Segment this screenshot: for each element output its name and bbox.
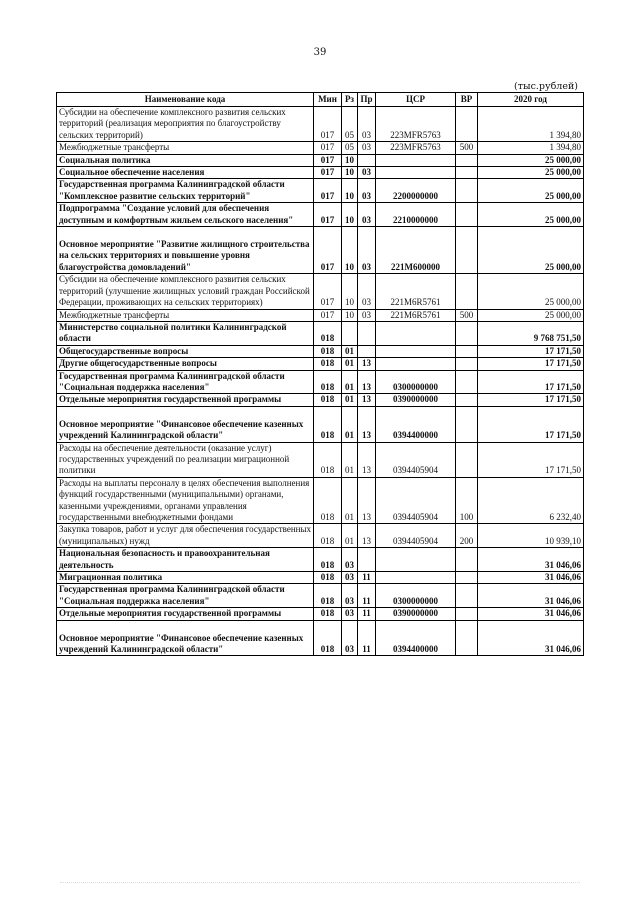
cell-vr [456,274,478,309]
cell-name: Межбюджетные трансферты [57,309,314,321]
cell-rz: 01 [342,345,358,357]
cell-amount: 17 171,50 [478,370,584,394]
page-number: 39 [313,47,327,58]
cell-pr: 13 [358,442,376,477]
cell-name: Государственная программа Калининградской области "Социальная поддержка населения" [57,370,314,394]
cell-name: Межбюджетные трансферты [57,142,314,154]
cell-rz: 01 [342,442,358,477]
table-row [57,358,584,370]
cell-name: Общегосударственные вопросы [57,345,314,357]
cell-min: 017 [314,227,342,274]
header-min: Мин [314,93,342,107]
cell-name: Основное мероприятие "Развитие жилищного строительства на сельских территориях и повышение уровня благоустройства домовладений" [57,227,314,274]
cell-min: 018 [314,394,342,406]
cell-amount: 25 000,00 [478,154,584,166]
cell-pr [358,548,376,572]
cell-rz: 10 [342,309,358,321]
cell-pr [358,345,376,357]
cell-csr: 2200000000 [376,179,456,203]
cell-name: Закупка товаров, работ и услуг для обеспечения государственных (муниципальных) нужд [57,524,314,548]
table-row [57,548,584,572]
table-row [57,406,584,442]
cell-rz: 03 [342,584,358,608]
cell-name: Министерство социальной политики Калининградской области [57,321,314,345]
cell-vr [456,358,478,370]
table-row [57,345,584,357]
cell-csr: 0390000000 [376,394,456,406]
cell-vr [456,167,478,179]
cell-vr: 200 [456,524,478,548]
cell-rz: 03 [342,548,358,572]
cell-vr [456,154,478,166]
cell-rz: 03 [342,572,358,584]
cell-name: Миграционная политика [57,572,314,584]
cell-csr: 221М6R5761 [376,274,456,309]
table-row [57,477,584,524]
cell-amount: 6 232,40 [478,477,584,524]
cell-min: 017 [314,309,342,321]
cell-pr: 13 [358,524,376,548]
cell-min: 018 [314,572,342,584]
cell-csr: 0394405904 [376,524,456,548]
cell-name: Отдельные мероприятия государственной программы [57,608,314,620]
cell-vr [456,370,478,394]
cell-rz: 10 [342,154,358,166]
cell-amount: 10 939,10 [478,524,584,548]
cell-name: Основное мероприятие "Финансовое обеспечение казенных учреждений Калининградской области" [57,406,314,442]
table-row [57,142,584,154]
cell-csr [376,167,456,179]
cell-pr [358,154,376,166]
cell-amount: 31 046,06 [478,572,584,584]
cell-amount: 31 046,06 [478,548,584,572]
cell-name: Социальное обеспечение населения [57,167,314,179]
table-row [57,442,584,477]
cell-amount: 25 000,00 [478,309,584,321]
cell-name: Расходы на выплаты персоналу в целях обеспечения выполнения функций государственными (муниципальными) органами, казенными учреждениями, органами управления государственными внебюджетными фондами [57,477,314,524]
cell-vr: 500 [456,309,478,321]
cell-name: Государственная программа Калининградской области "Социальная поддержка населения" [57,584,314,608]
cell-amount: 17 171,50 [478,358,584,370]
cell-min: 018 [314,620,342,656]
cell-rz: 10 [342,179,358,203]
cell-name: Субсидии на обеспечение комплексного развития сельских территорий (улучшение жилищных условий граждан Российской Федерации, проживающих на сельских территориях) [57,274,314,309]
cell-csr: 221М600000 [376,227,456,274]
cell-min: 017 [314,142,342,154]
cell-amount: 9 768 751,50 [478,321,584,345]
cell-csr: 0394405904 [376,442,456,477]
table-row [57,370,584,394]
table-row [57,309,584,321]
cell-csr [376,345,456,357]
cell-min: 018 [314,584,342,608]
cell-min: 018 [314,548,342,572]
cell-pr: 03 [358,227,376,274]
cell-amount: 25 000,00 [478,227,584,274]
cell-min: 018 [314,477,342,524]
cell-pr: 11 [358,572,376,584]
cell-amount: 25 000,00 [478,203,584,227]
table-row [57,620,584,656]
cell-amount: 25 000,00 [478,167,584,179]
scan-artifact-line [60,882,580,885]
table-row [57,107,584,142]
cell-min: 018 [314,442,342,477]
cell-pr: 13 [358,358,376,370]
cell-pr: 11 [358,584,376,608]
cell-pr: 13 [358,477,376,524]
cell-vr [456,608,478,620]
cell-rz: 01 [342,358,358,370]
cell-amount: 1 394,80 [478,142,584,154]
cell-amount: 25 000,00 [478,179,584,203]
table-row [57,167,584,179]
table-body [57,107,584,656]
cell-csr: 0300000000 [376,370,456,394]
cell-pr: 13 [358,370,376,394]
cell-min: 018 [314,358,342,370]
cell-name: Отдельные мероприятия государственной программы [57,394,314,406]
cell-csr [376,358,456,370]
cell-min: 018 [314,345,342,357]
cell-rz: 01 [342,524,358,548]
cell-amount: 17 171,50 [478,442,584,477]
cell-min: 017 [314,154,342,166]
table-row [57,203,584,227]
cell-csr: 0394400000 [376,620,456,656]
cell-pr: 03 [358,179,376,203]
cell-min: 018 [314,370,342,394]
cell-vr [456,394,478,406]
cell-rz: 10 [342,274,358,309]
cell-rz: 01 [342,406,358,442]
cell-rz: 10 [342,167,358,179]
cell-amount: 31 046,06 [478,620,584,656]
header-name: Наименование кода [57,93,314,107]
cell-vr [456,620,478,656]
cell-vr [456,548,478,572]
cell-name: Субсидии на обеспечение комплексного развития сельских территорий (реализация мероприятия по благоустройству сельских территорий) [57,107,314,142]
budget-table [56,92,584,656]
cell-rz: 01 [342,477,358,524]
cell-csr: 0394405904 [376,477,456,524]
cell-vr [456,227,478,274]
cell-vr [456,345,478,357]
cell-vr [456,442,478,477]
cell-vr [456,203,478,227]
cell-rz: 10 [342,227,358,274]
cell-vr [456,321,478,345]
cell-csr: 221М6R5761 [376,309,456,321]
cell-pr [358,321,376,345]
cell-rz: 05 [342,142,358,154]
cell-amount: 31 046,06 [478,584,584,608]
table-row [57,179,584,203]
cell-vr [456,572,478,584]
cell-min: 018 [314,524,342,548]
table-row [57,274,584,309]
header-csr: ЦСР [376,93,456,107]
table-header-row [57,93,584,107]
cell-pr: 11 [358,608,376,620]
table-row [57,608,584,620]
cell-pr: 03 [358,309,376,321]
cell-rz: 10 [342,203,358,227]
cell-min: 017 [314,274,342,309]
cell-name: Национальная безопасность и правоохранительная деятельность [57,548,314,572]
cell-min: 017 [314,203,342,227]
cell-pr: 13 [358,394,376,406]
cell-vr [456,107,478,142]
cell-min: 017 [314,167,342,179]
cell-pr: 13 [358,406,376,442]
cell-vr [456,584,478,608]
cell-csr: 0300000000 [376,584,456,608]
cell-amount: 1 394,80 [478,107,584,142]
cell-name: Государственная программа Калининградской области "Комплексное развитие сельских территорий" [57,179,314,203]
unit-note: (тыс.рублей) [514,81,578,92]
cell-pr: 03 [358,107,376,142]
table-row [57,321,584,345]
cell-rz: 03 [342,620,358,656]
header-rz: Рз [342,93,358,107]
table-row [57,572,584,584]
cell-csr: 0394400000 [376,406,456,442]
cell-rz: 05 [342,107,358,142]
cell-min: 018 [314,321,342,345]
table-row [57,394,584,406]
cell-vr [456,406,478,442]
cell-amount: 17 171,50 [478,345,584,357]
cell-name: Подпрограмма "Создание условий для обеспечения доступным и комфортным жильем сельского населения" [57,203,314,227]
cell-pr: 03 [358,274,376,309]
cell-amount: 17 171,50 [478,394,584,406]
header-pr: Пр [358,93,376,107]
cell-min: 018 [314,608,342,620]
cell-name: Расходы на обеспечение деятельности (оказание услуг) государственных учреждений по реализации миграционной политики [57,442,314,477]
header-year: 2020 год [478,93,584,107]
cell-rz: 03 [342,608,358,620]
header-vr: ВР [456,93,478,107]
cell-min: 018 [314,406,342,442]
cell-min: 017 [314,179,342,203]
cell-csr: 2210000000 [376,203,456,227]
cell-csr: 223МFR5763 [376,107,456,142]
cell-rz: 01 [342,370,358,394]
cell-pr: 03 [358,167,376,179]
cell-amount: 31 046,06 [478,608,584,620]
cell-csr [376,154,456,166]
table-row [57,524,584,548]
cell-rz [342,321,358,345]
cell-pr: 11 [358,620,376,656]
cell-name: Другие общегосударственные вопросы [57,358,314,370]
cell-csr [376,548,456,572]
table-row [57,227,584,274]
cell-pr: 03 [358,142,376,154]
cell-amount: 17 171,50 [478,406,584,442]
table-row [57,154,584,166]
cell-vr: 500 [456,142,478,154]
cell-name: Основное мероприятие "Финансовое обеспечение казенных учреждений Калининградской области" [57,620,314,656]
cell-min: 017 [314,107,342,142]
cell-vr [456,179,478,203]
cell-amount: 25 000,00 [478,274,584,309]
cell-csr [376,572,456,584]
cell-csr [376,321,456,345]
cell-pr: 03 [358,203,376,227]
cell-rz: 01 [342,394,358,406]
cell-csr: 0390000000 [376,608,456,620]
cell-vr: 100 [456,477,478,524]
cell-name: Социальная политика [57,154,314,166]
cell-csr: 223МFR5763 [376,142,456,154]
table-row [57,584,584,608]
